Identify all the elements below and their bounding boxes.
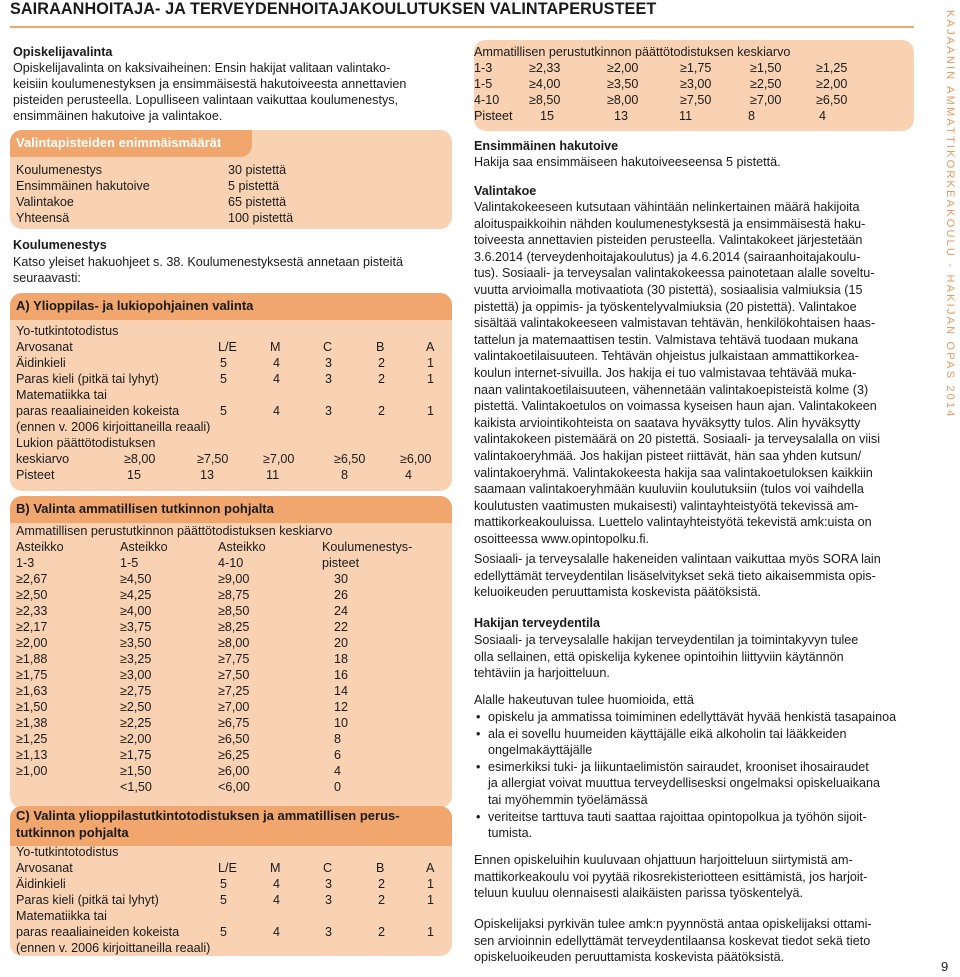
valintakoe-line: koulutusten vaatimusten mukaisesti) valintayhteistyötä tekevissä am-: [474, 498, 859, 513]
cell: ≥2,67: [16, 572, 48, 586]
cell: ≥7,50: [197, 452, 229, 466]
cell: 1: [427, 356, 435, 370]
sora-line: Sosiaali- ja terveysalalle hakeneiden valintaan vaikuttaa myös SORA lain: [474, 552, 881, 566]
cell: 6: [334, 748, 342, 762]
cell: ≥2,50: [750, 77, 782, 91]
bullet-icon: •: [476, 759, 481, 774]
valintakoe-line: pistettä. Valintakoetulos on voimassa kyseisen haun ajan. Valintakokeen: [474, 399, 877, 414]
cell: ≥1,00: [16, 764, 48, 778]
cell: 13: [614, 109, 629, 123]
cell: ≥2,00: [120, 732, 152, 746]
cell: L/E: [218, 340, 237, 354]
valintakoe-line: saamaan valintakoeryhmään kuuluviin koulutuksiin (tulos voi vaihdella: [474, 482, 864, 497]
max-points-panel: [10, 130, 452, 229]
bullet-line: ala ei sovellu huumeiden käyttäjälle eikä alkoholin tai lääkkeiden: [488, 726, 847, 741]
column-header: 4-10: [218, 556, 244, 570]
intro-line: keisiin koulumenestyksen ja ensimmäisestä hakutoiveesta annettavien: [13, 77, 407, 91]
bullet-line: esimerkiksi tuki- ja liikuntaelimistön sairaudet, krooniset ihosairaudet: [488, 759, 869, 774]
cell: ≥7,75: [218, 652, 250, 666]
cell: 2: [378, 372, 386, 386]
cell: ≥3,00: [120, 668, 152, 682]
cell: 30: [334, 572, 349, 586]
column-header: Koulumenestys-: [322, 540, 413, 554]
cell: Yo-tutkintotodistus: [16, 845, 119, 859]
alle-intro: Alalle hakeutuvan tulee huomioida, että: [474, 693, 694, 707]
cell: ≥3,00: [680, 77, 712, 91]
section-c-heading: [10, 806, 452, 846]
intro-line: Opiskelijavalinta on kaksivaiheinen: Ensin hakijat valitaan valintako-: [13, 61, 391, 75]
cell: ≥1,50: [16, 700, 48, 714]
bullet-icon: •: [476, 710, 481, 724]
intro-line: ensimmäinen hakutoive ja valintakoe.: [13, 109, 223, 123]
cell: ≥8,50: [218, 604, 250, 618]
cell: B: [376, 861, 385, 875]
bullet-line: tumista.: [488, 826, 533, 841]
cell: C: [323, 861, 333, 875]
cell: 2: [378, 893, 386, 907]
column-header: pisteet: [322, 556, 360, 570]
cell: 4: [405, 468, 413, 482]
cell: 13: [200, 468, 215, 482]
section-a-heading: A) Ylioppilas- ja lukiopohjainen valinta: [10, 293, 452, 320]
valintakoe-line: tus). Sosiaali- ja terveysalan valintakokeessa painotetaan alalle soveltu-: [474, 266, 875, 281]
cell: paras reaaliaineiden kokeista: [16, 925, 180, 939]
valintakoe-line: kaikista arviointikohteista on saatava hyväksytty tulos. Alin hyväksytty: [474, 415, 861, 430]
intro-heading: Opiskelijavalinta: [13, 45, 113, 59]
cell: 15: [540, 109, 555, 123]
cell: Paras kieli (pitkä tai lyhyt): [16, 372, 159, 386]
section-b-heading: B) Valinta ammatillisen tutkinnon pohjalta: [10, 496, 452, 523]
max-label: Ensimmäinen hakutoive: [16, 179, 150, 193]
cell: 11: [679, 109, 693, 123]
cell: 4: [273, 893, 281, 907]
valintakoe-line: sisältää valintakokeeseen valmistavan tehtävän, henkilökohtaisen haas-: [474, 316, 876, 331]
valintakoe-line: valintakokeen pistemäärä on 20 pistettä. Sosiaali- ja terveysalalla on viisi: [474, 432, 881, 447]
valintakoe-line: koulun internet-sivuilla. Jos hakija ei tuo valmistavaa tehtävää muka-: [474, 366, 857, 380]
cell: ≥2,33: [529, 61, 561, 75]
side-vertical-text: [944, 10, 960, 419]
cell: ≥2,00: [607, 61, 639, 75]
cell: Äidinkieli: [16, 877, 66, 891]
cell: ≥3,25: [120, 652, 152, 666]
cell: 11: [266, 468, 280, 482]
hakutoive-heading: Ensimmäinen hakutoive: [474, 139, 619, 153]
cell: ≥4,00: [529, 77, 561, 91]
section-c-heading-line: tutkinnon pohjalta: [16, 824, 129, 840]
cell: ≥6,50: [816, 93, 848, 107]
cell: 3: [325, 893, 333, 907]
column-header: Asteikko: [218, 540, 266, 554]
cell: (ennen v. 2006 kirjoittaneilla reaali): [16, 420, 211, 434]
cell: 12: [334, 700, 349, 714]
cell: ≥3,50: [607, 77, 639, 91]
cell: Yo-tutkintotodistus: [16, 324, 119, 338]
max-label: Koulumenestys: [16, 163, 103, 177]
hakutoive-line: Hakija saa ensimmäiseen hakutoiveeseensa 5 pistettä.: [474, 155, 781, 169]
valintakoe-line: valintakoetilaisuuteen. Tehtävän ohjeistus julkaistaan ammattikorkea-: [474, 349, 859, 364]
cell: ≥2,00: [16, 636, 48, 650]
valintakoe-line: Valintakokeeseen kutsutaan vähintään nelinkertainen määrä hakijoita: [474, 200, 860, 214]
cell: 3: [325, 925, 333, 939]
cell: 5: [220, 404, 228, 418]
cell: ≥9,00: [218, 572, 250, 586]
cell: ≥6,50: [334, 452, 366, 466]
cell: ≥2,75: [120, 684, 152, 698]
cell: 4-10: [474, 93, 500, 107]
cell: 14: [334, 684, 349, 698]
cell: ≥7,00: [750, 93, 782, 107]
cell: 1-5: [474, 77, 493, 91]
panel-title: Ammatillisen perustutkinnon päättötodistuksen keskiarvo: [474, 45, 791, 59]
cell: ≥1,50: [750, 61, 782, 75]
cell: ≥1,88: [16, 652, 48, 666]
cell: 1: [427, 372, 435, 386]
cell: Paras kieli (pitkä tai lyhyt): [16, 893, 159, 907]
cell: ≥8,00: [218, 636, 250, 650]
cell: ≥4,50: [120, 572, 152, 586]
cell: ≥7,50: [680, 93, 712, 107]
cell: ≥4,00: [120, 604, 152, 618]
cell: 3: [325, 356, 333, 370]
cell: ≥1,50: [120, 764, 152, 778]
cell: 3: [325, 877, 333, 891]
valintakoe-line: toiveesta annettavien pisteiden perusteella. Valintakokeet järjestetään: [474, 233, 863, 248]
cell: 24: [334, 604, 349, 618]
cell: 5: [220, 893, 228, 907]
cell: ≥3,75: [120, 620, 152, 634]
sora-line: keluoikeuden peruuttamista koskevista päätöksistä.: [474, 585, 762, 600]
koulumenestys-line: Katso yleiset hakuohjeet s. 38. Koulumenestyksestä annetaan pisteitä: [13, 255, 403, 269]
section-c-heading-line: C) Valinta ylioppilastutkintotodistuksen ja ammatillisen perus-: [16, 808, 400, 823]
intro-line: pisteiden perusteella. Lopulliseen valintaan vaikuttaa koulumenestys,: [13, 93, 399, 107]
cell: 18: [334, 652, 349, 666]
cell: 4: [273, 877, 281, 891]
cell: ≥2,50: [120, 700, 152, 714]
cell: ≥8,75: [218, 588, 250, 602]
cell: Arvosanat: [16, 340, 73, 354]
cell: Matematiikka tai: [16, 388, 107, 402]
cell: keskiarvo: [16, 452, 70, 466]
column-header: Asteikko: [120, 540, 168, 554]
cell: <6,00: [218, 780, 250, 794]
cell: 15: [127, 468, 142, 482]
cell: ≥1,75: [680, 61, 712, 75]
cell: 1: [427, 404, 435, 418]
valintakoe-heading: Valintakoe: [474, 184, 537, 198]
cell: Lukion päättötodistuksen: [16, 436, 156, 450]
cell: 2: [378, 356, 386, 370]
cell: 5: [220, 925, 228, 939]
ennen-line: mattikorkeakoulu voi pyytää rikosrekisteriotteen esittämistä, jos harjoit-: [474, 869, 868, 884]
cell: 4: [273, 404, 281, 418]
cell: 5: [220, 877, 228, 891]
cell: 1: [427, 893, 435, 907]
valintakoe-line: aloituspaikkoihin nähden koulumenestyksestä ja ensimmäisestä haku-: [474, 216, 866, 231]
cell: 4: [273, 356, 281, 370]
cell: Äidinkieli: [16, 356, 66, 370]
terveydentila-line: Sosiaali- ja terveysalalle hakijan terveydentilan ja toimintakyvyn tulee: [474, 633, 859, 647]
bullet-icon: •: [476, 726, 481, 741]
vocational-average-panel: [474, 40, 914, 131]
valintakoe-line: osoitteessa www.opintopolku.fi.: [474, 532, 650, 546]
bullet-icon: •: [476, 809, 481, 824]
cell: C: [323, 340, 333, 354]
cell: 2: [378, 925, 386, 939]
cell: 20: [334, 636, 349, 650]
cell: ≥2,50: [16, 588, 48, 602]
terveydentila-line: olla sellainen, että opiskelija kykenee opintoihin liittyviin käytännön: [474, 649, 844, 664]
cell: B: [376, 340, 385, 354]
cell: ≥2,17: [16, 620, 48, 634]
valintakoe-line: valintakoeryhmä. Valintakokeesta hakija saa valintakoetuloksen kaikkiin: [474, 465, 873, 480]
koulumenestys-line: seuraavasti:: [13, 271, 81, 285]
bullet-line: veriteitse tarttuva tauti saattaa rajoittaa opintopolkua ja työhön sijoit-: [488, 809, 867, 824]
section-b-panel: [10, 496, 452, 808]
cell: 26: [334, 588, 349, 602]
cell: ≥8,00: [124, 452, 156, 466]
cell: paras reaaliaineiden kokeista: [16, 404, 180, 418]
cell: ≥8,00: [607, 93, 639, 107]
max-label: Valintakoe: [16, 195, 74, 209]
cell: ≥1,63: [16, 684, 48, 698]
cell: 0: [334, 780, 342, 794]
cell: A: [426, 340, 435, 354]
max-value: 65 pistettä: [228, 195, 287, 209]
title-rule: [10, 26, 914, 28]
column-header: 1-5: [120, 556, 139, 570]
bullet-line: tai myöhemmin työelämässä: [488, 793, 648, 807]
section-a-panel: [10, 293, 452, 491]
cell: ≥1,13: [16, 748, 48, 762]
cell: ≥7,50: [218, 668, 250, 682]
cell: ≥2,00: [816, 77, 848, 91]
valintakoe-line: vuutta arvioimalla motivaatiota (30 pistettä), sosiaalisia valmiuksia (15: [474, 283, 863, 297]
cell: 2: [378, 877, 386, 891]
cell: 1: [427, 877, 435, 891]
cell: ≥3,50: [120, 636, 152, 650]
cell: ≥1,75: [16, 668, 48, 682]
section-c-panel: [10, 806, 452, 956]
cell: ≥8,50: [529, 93, 561, 107]
terveydentila-heading: Hakijan terveydentila: [474, 616, 600, 630]
page-number: 9: [941, 959, 949, 974]
valintakoe-line: valintakoeryhmää. Jos hakijan pisteet riittävät, hän saa yhden kutsun/: [474, 449, 862, 463]
cell: M: [270, 340, 281, 354]
page-title: SAIRAANHOITAJA- JA TERVEYDENHOITAJAKOULUTUKSEN VALINTAPERUSTEET: [10, 0, 657, 18]
cell: 4: [334, 764, 342, 778]
valintakoe-line: tattelun ja matemaattisen testin. Valmistava tehtävä tuodaan mukana: [474, 332, 859, 347]
cell: 4: [819, 109, 827, 123]
cell: (ennen v. 2006 kirjoittaneilla reaali): [16, 941, 211, 955]
cell: 22: [334, 620, 349, 634]
cell: 10: [334, 716, 349, 730]
cell: Ammatillisen perustutkinnon päättötodistuksen keskiarvo: [16, 524, 333, 538]
opiskelijaksi-line: Opiskelijaksi pyrkivän tulee amk:n pyynnöstä antaa opiskelijaksi ottami-: [474, 917, 872, 931]
opiskelijaksi-line: sen arvioinnin edellyttämät terveydentilaansa koskevat tiedot sekä tieto: [474, 933, 871, 948]
cell: 8: [748, 109, 756, 123]
cell: 8: [341, 468, 349, 482]
cell: 3: [325, 372, 333, 386]
max-value: 5 pistettä: [228, 179, 280, 193]
cell: ≥1,75: [120, 748, 152, 762]
cell: 3: [325, 404, 333, 418]
cell: ≥6,00: [400, 452, 432, 466]
cell: ≥1,38: [16, 716, 48, 730]
cell: ≥2,33: [16, 604, 48, 618]
cell: Arvosanat: [16, 861, 73, 875]
terveydentila-line: tehtäviin ja harjoitteluun.: [474, 666, 610, 681]
cell: 1-3: [474, 61, 493, 75]
valintakoe-line: mattikorkeakouluissa. Luettelo valintayhteistyötä tekevistä amk:uista on: [474, 515, 872, 530]
cell: ≥6,75: [218, 716, 250, 730]
cell: ≥6,00: [218, 764, 250, 778]
cell: L/E: [218, 861, 237, 875]
cell: 1: [427, 925, 435, 939]
cell: ≥2,25: [120, 716, 152, 730]
bullet-line: opiskelu ja ammatissa toimiminen edellyttävät hyvää henkistä tasapainoa: [488, 710, 897, 724]
cell: 5: [220, 356, 228, 370]
cell: Matematiikka tai: [16, 909, 107, 923]
max-label: Yhteensä: [16, 211, 70, 225]
ennen-line: Ennen opiskeluihin kuuluvaan ohjattuun harjoitteluun siirtymistä am-: [474, 853, 853, 867]
max-points-heading: Valintapisteiden enimmäismäärät: [10, 130, 252, 157]
cell: <1,50: [120, 780, 152, 794]
cell: 4: [273, 372, 281, 386]
cell: 16: [334, 668, 349, 682]
cell: M: [270, 861, 281, 875]
cell: ≥6,25: [218, 748, 250, 762]
valintakoe-line: naan valintakoetilaisuuteen, vähennetään valintakoepisteistä kolme (3): [474, 382, 869, 397]
valintakoe-line: pistettä) ja oppimis- ja työskentelyvalmiuksia (20 pistettä). Valintakoe: [474, 299, 857, 314]
max-value: 100 pistettä: [228, 211, 294, 225]
cell: Pisteet: [16, 468, 55, 482]
cell: 8: [334, 732, 342, 746]
bullet-line: ja allergiat voivat muuttua terveydellisesksi ongelmaksi opiskeluaikana: [488, 776, 881, 791]
cell: ≥7,00: [263, 452, 295, 466]
side-text-label: KAJAANIN AMMATTIKORKEAKOULU - HAKIJAN OPAS 2014: [944, 10, 956, 419]
ennen-line: teluun kuuluu olennaisesti alaikäisten parissa työskentelyä.: [474, 886, 804, 901]
cell: 5: [220, 372, 228, 386]
cell: ≥6,50: [218, 732, 250, 746]
cell: 4: [273, 925, 281, 939]
column-header: Asteikko: [16, 540, 64, 554]
koulumenestys-heading: Koulumenestys: [13, 238, 107, 252]
cell: 2: [378, 404, 386, 418]
cell: ≥8,25: [218, 620, 250, 634]
cell: Pisteet: [474, 109, 513, 123]
opiskelijaksi-line: opiskeluoikeuden peruuttamista koskevista päätöksistä.: [474, 950, 785, 965]
max-value: 30 pistettä: [228, 163, 287, 177]
cell: ≥1,25: [16, 732, 48, 746]
column-header: 1-3: [16, 556, 35, 570]
cell: ≥1,25: [816, 61, 848, 75]
valintakoe-line: 3.6.2014 (terveydenhoitajakoulutus) ja 4.6.2014 (sairaanhoitajakoulu-: [474, 249, 861, 264]
cell: A: [426, 861, 435, 875]
cell: ≥7,00: [218, 700, 250, 714]
cell: ≥7,25: [218, 684, 250, 698]
bullet-line: ongelmakäyttäjälle: [488, 743, 593, 758]
cell: ≥4,25: [120, 588, 152, 602]
sora-line: edellyttämät terveydentilan lisäselvitykset sekä tieto aikaisemmista opis-: [474, 568, 876, 583]
